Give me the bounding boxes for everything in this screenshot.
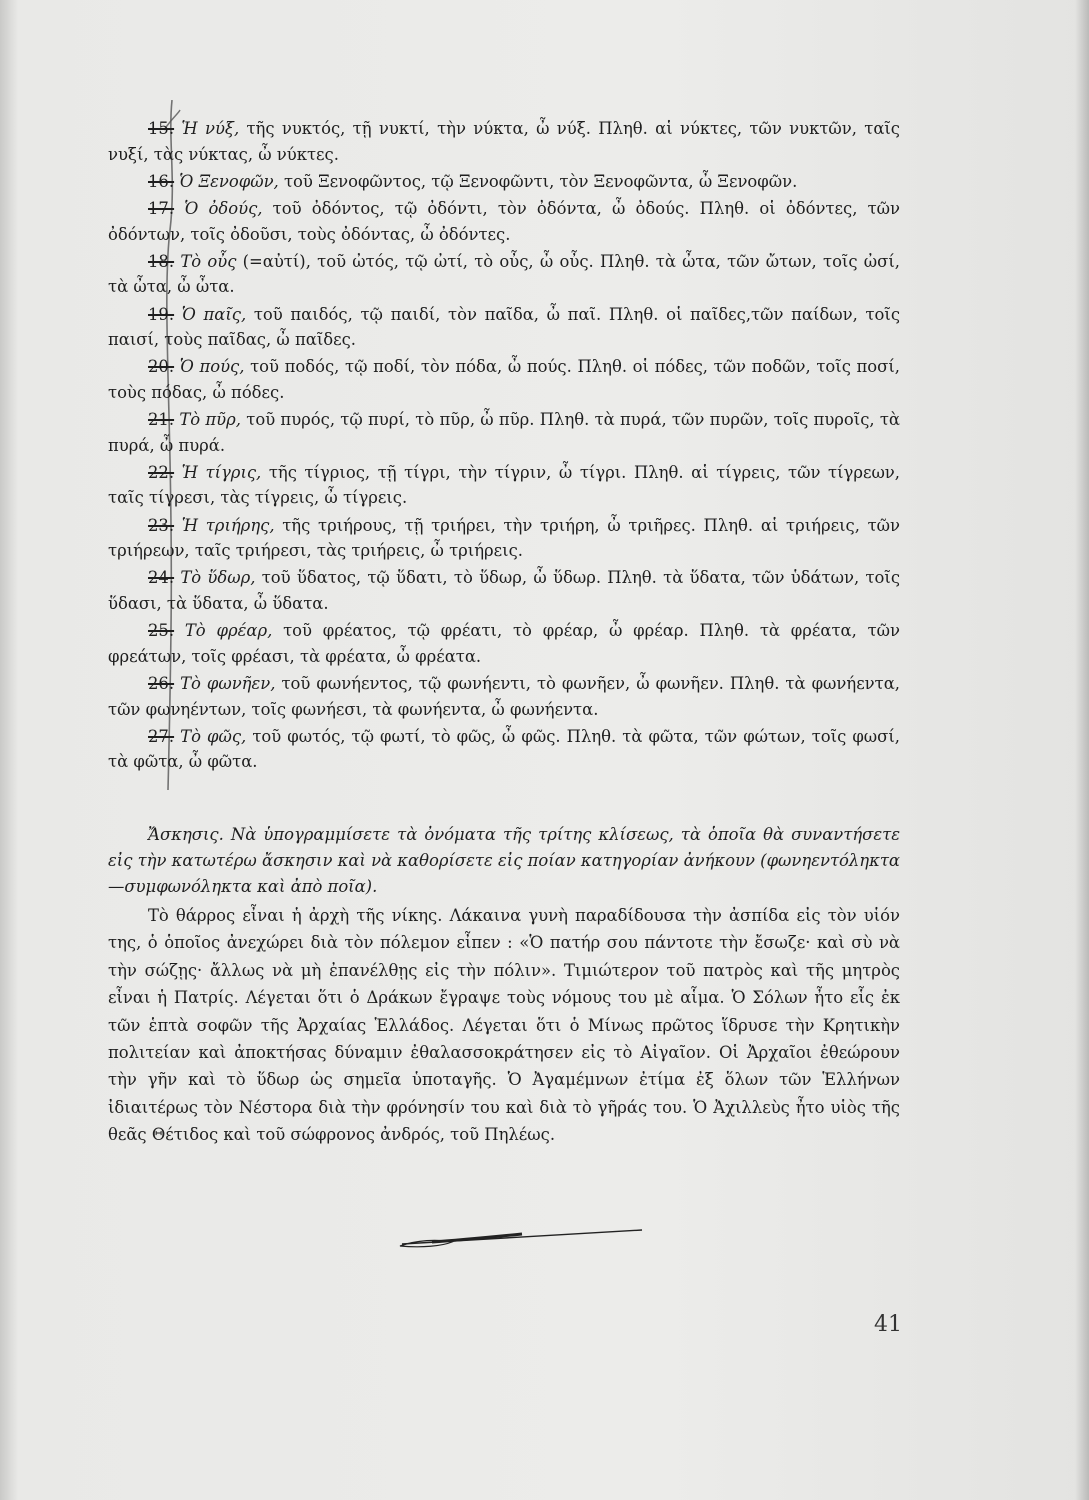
- entry-number: 17.: [148, 198, 175, 218]
- declension-list: [108, 116, 900, 777]
- entry-forms: τοῦ παιδός, τῷ παιδί, τὸν παῖδα, ὦ παῖ. Πληθ. οἱ παῖδες,τῶν παίδων, τοῖς παισί, τοὺς παῖδας, ὦ παῖδες.: [108, 304, 900, 350]
- entry-forms: τῆς τίγριος, τῇ τίγρι, τὴν τίγριν, ὦ τίγρι. Πληθ. αἱ τίγρεις, τῶν τίγρεων, ταῖς τίγρεσι, τὰς τίγρεις, ὦ τίγρεις.: [108, 462, 900, 508]
- entry-number: 27.: [148, 726, 175, 746]
- entry-number: 24.: [148, 568, 175, 588]
- entry-forms: τοῦ φρέατος, τῷ φρέατι, τὸ φρέαρ, ὦ φρέαρ. Πληθ. τὰ φρέατα, τῶν φρεάτων, τοῖς φρέασι, τὰ φρέατα, ὦ φρέατα.: [108, 621, 900, 666]
- entry-lemma: Τὸ πῦρ,: [179, 410, 241, 430]
- exercise-section: [108, 822, 900, 1149]
- entry-number: 20.: [148, 357, 175, 377]
- entry-forms: (=αὐτί), τοῦ ὠτός, τῷ ὠτί, τὸ οὖς, ὦ οὖς. Πληθ. τὰ ὦτα, τῶν ὤτων, τοῖς ὠσί, τὰ ὦτα, ὦ ὦτα.: [108, 251, 900, 297]
- declension-entry: [108, 302, 900, 353]
- exercise-heading: Ἄσκησις. Νὰ ὑπογραμμίσετε τὰ ὀνόματα τῆς τρίτης κλίσεως, τὰ ὁποῖα θὰ συναντήσετε εἰς τὴν κατωτέρω ἄσκησιν καὶ νὰ καθορίσετε εἰς ποίαν κατηγορίαν ἀνήκουν (φωνηεντόληκτα—συμφωνόληκτα καὶ ἀπὸ ποῖα).: [108, 825, 900, 896]
- entry-forms: τοῦ ὕδατος, τῷ ὕδατι, τὸ ὕδωρ, ὦ ὕδωρ. Πληθ. τὰ ὕδατα, τῶν ὑδάτων, τοῖς ὕδασι, τὰ ὕδατα, ὦ ὕδατα.: [108, 568, 900, 614]
- entry-forms: τῆς τριήρους, τῇ τριήρει, τὴν τριήρη, ὦ τριῆρες. Πληθ. αἱ τριήρεις, τῶν τριήρεων, ταῖς τριήρεσι, τὰς τριήρεις, ὦ τριήρεις.: [108, 515, 900, 561]
- declension-entry: [108, 196, 900, 247]
- declension-entry: [108, 460, 900, 511]
- entry-number: 21.: [148, 410, 175, 430]
- entry-lemma: Τὸ φρέαρ,: [184, 621, 273, 641]
- declension-entry: [108, 671, 900, 722]
- declension-entry: [108, 407, 900, 458]
- entry-lemma: Ὁ ὀδούς,: [184, 198, 263, 218]
- declension-entry: [108, 249, 900, 300]
- declension-entry: [108, 354, 900, 405]
- entry-lemma: Ὁ παῖς,: [181, 304, 247, 324]
- entry-forms: τῆς νυκτός, τῇ νυκτί, τὴν νύκτα, ὦ νύξ. Πληθ. αἱ νύκτες, τῶν νυκτῶν, ταῖς νυξί, τὰς νύκτας, ὦ νύκτες.: [108, 119, 900, 164]
- entry-number: 18.: [148, 251, 175, 271]
- entry-number: 16.: [148, 171, 175, 191]
- entry-number: 25.: [148, 621, 175, 641]
- entry-number: 23.: [148, 515, 175, 535]
- declension-entry: [108, 618, 900, 669]
- declension-entry: [108, 169, 900, 195]
- entry-forms: τοῦ ποδός, τῷ ποδί, τὸν πόδα, ὦ πούς. Πληθ. οἱ πόδες, τῶν ποδῶν, τοῖς ποσί, τοὺς πόδας, ὦ πόδες.: [108, 357, 900, 402]
- entry-lemma: Ὁ πούς,: [179, 357, 245, 377]
- entry-lemma: Ἡ νύξ,: [181, 119, 240, 138]
- entry-lemma: Ἡ τριήρης,: [181, 515, 275, 535]
- entry-lemma: Ἡ τίγρις,: [181, 462, 262, 482]
- entry-forms: τοῦ φωτός, τῷ φωτί, τὸ φῶς, ὦ φῶς. Πληθ. τὰ φῶτα, τῶν φώτων, τοῖς φωσί, τὰ φῶτα, ὦ φῶτα.: [108, 726, 900, 772]
- entry-lemma: Τὸ οὖς: [180, 251, 237, 271]
- entry-forms: τοῦ ὀδόντος, τῷ ὀδόντι, τὸν ὀδόντα, ὦ ὀδούς. Πληθ. οἱ ὀδόντες, τῶν ὀδόντων, τοῖς ὀδοῦσι, τοὺς ὀδόντας, ὦ ὀδόντες.: [108, 198, 900, 244]
- entry-forms: τοῦ Ξενοφῶντος, τῷ Ξενοφῶντι, τὸν Ξενοφῶντα, ὦ Ξενοφῶν.: [278, 171, 798, 191]
- ornamental-divider: [392, 1222, 652, 1250]
- entry-number: 15.: [148, 119, 175, 138]
- declension-entry: [108, 565, 900, 616]
- declension-entry: [108, 116, 900, 167]
- entry-lemma: Τὸ φῶς,: [180, 726, 247, 746]
- entry-lemma: Τὸ ὕδωρ,: [180, 568, 256, 588]
- entry-forms: τοῦ φωνήεντος, τῷ φωνήεντι, τὸ φωνῆεν, ὦ φωνῆεν. Πληθ. τὰ φωνήεντα, τῶν φωνηέντων, τοῖς φωνήεσι, τὰ φωνήεντα, ὦ φωνήεντα.: [108, 674, 900, 719]
- entry-number: 22.: [148, 462, 175, 482]
- entry-number: 26.: [148, 674, 175, 693]
- exercise-text: Τὸ θάρρος εἶναι ἡ ἀρχὴ τῆς νίκης. Λάκαινα γυνὴ παραδίδουσα τὴν ἀσπίδα εἰς τὸν υἱόν της, ὁ ὁποῖος ἀνεχώρει διὰ τὸν πόλεμον εἶπεν : «Ὁ πατήρ σου πάντοτε τὴν ἔσωζε· καὶ σὺ νὰ τὴν σώζῃς· ἄλλως νὰ μὴ ἐπανέλθῃς εἰς τὴν πόλιν». Τιμιώτερον τοῦ πατρὸς καὶ τῆς μητρὸς εἶναι ἡ Πατρίς. Λέγεται ὅτι ὁ Δράκων ἔγραψε τοὺς νόμους του μὲ αἷμα. Ὁ Σόλων ἦτο εἷς ἐκ τῶν ἑπτὰ σοφῶν τῆς Ἀρχαίας Ἑλλάδος. Λέγεται ὅτι ὁ Μίνως πρῶτος ἵδρυσε τὴν Κρητικὴν πολιτείαν καὶ ἀποκτήσας δύναμιν ἐθαλασσοκράτησεν εἰς τὸ Αἰγαῖον. Οἱ Ἀρχαῖοι ἐθεώρουν τὴν γῆν καὶ τὸ ὕδωρ ὡς σημεῖα ὑποταγῆς. Ὁ Ἀγαμέμνων ἐτίμα ἐξ ὅλων τῶν Ἑλλήνων ἰδιαιτέρως τὸν Νέστορα διὰ τὴν φρόνησίν του καὶ διὰ τὸ γῆράς του. Ὁ Ἀχιλλεὺς ἦτο υἱὸς τῆς θεᾶς Θέτιδος καὶ τοῦ σώφρονος ἀνδρός, τοῦ Πηλέως.: [108, 906, 900, 1145]
- entry-forms: τοῦ πυρός, τῷ πυρί, τὸ πῦρ, ὦ πῦρ. Πληθ. τὰ πυρά, τῶν πυρῶν, τοῖς πυροῖς, τὰ πυρά, ὦ πυρά.: [108, 410, 901, 455]
- entry-lemma: Ὁ Ξενοφῶν,: [179, 171, 279, 191]
- entry-number: 19.: [148, 304, 175, 324]
- declension-entry: [108, 724, 900, 775]
- declension-entry: [108, 513, 900, 564]
- page-number: 41: [874, 1312, 902, 1337]
- entry-lemma: Τὸ φωνῆεν,: [180, 674, 276, 693]
